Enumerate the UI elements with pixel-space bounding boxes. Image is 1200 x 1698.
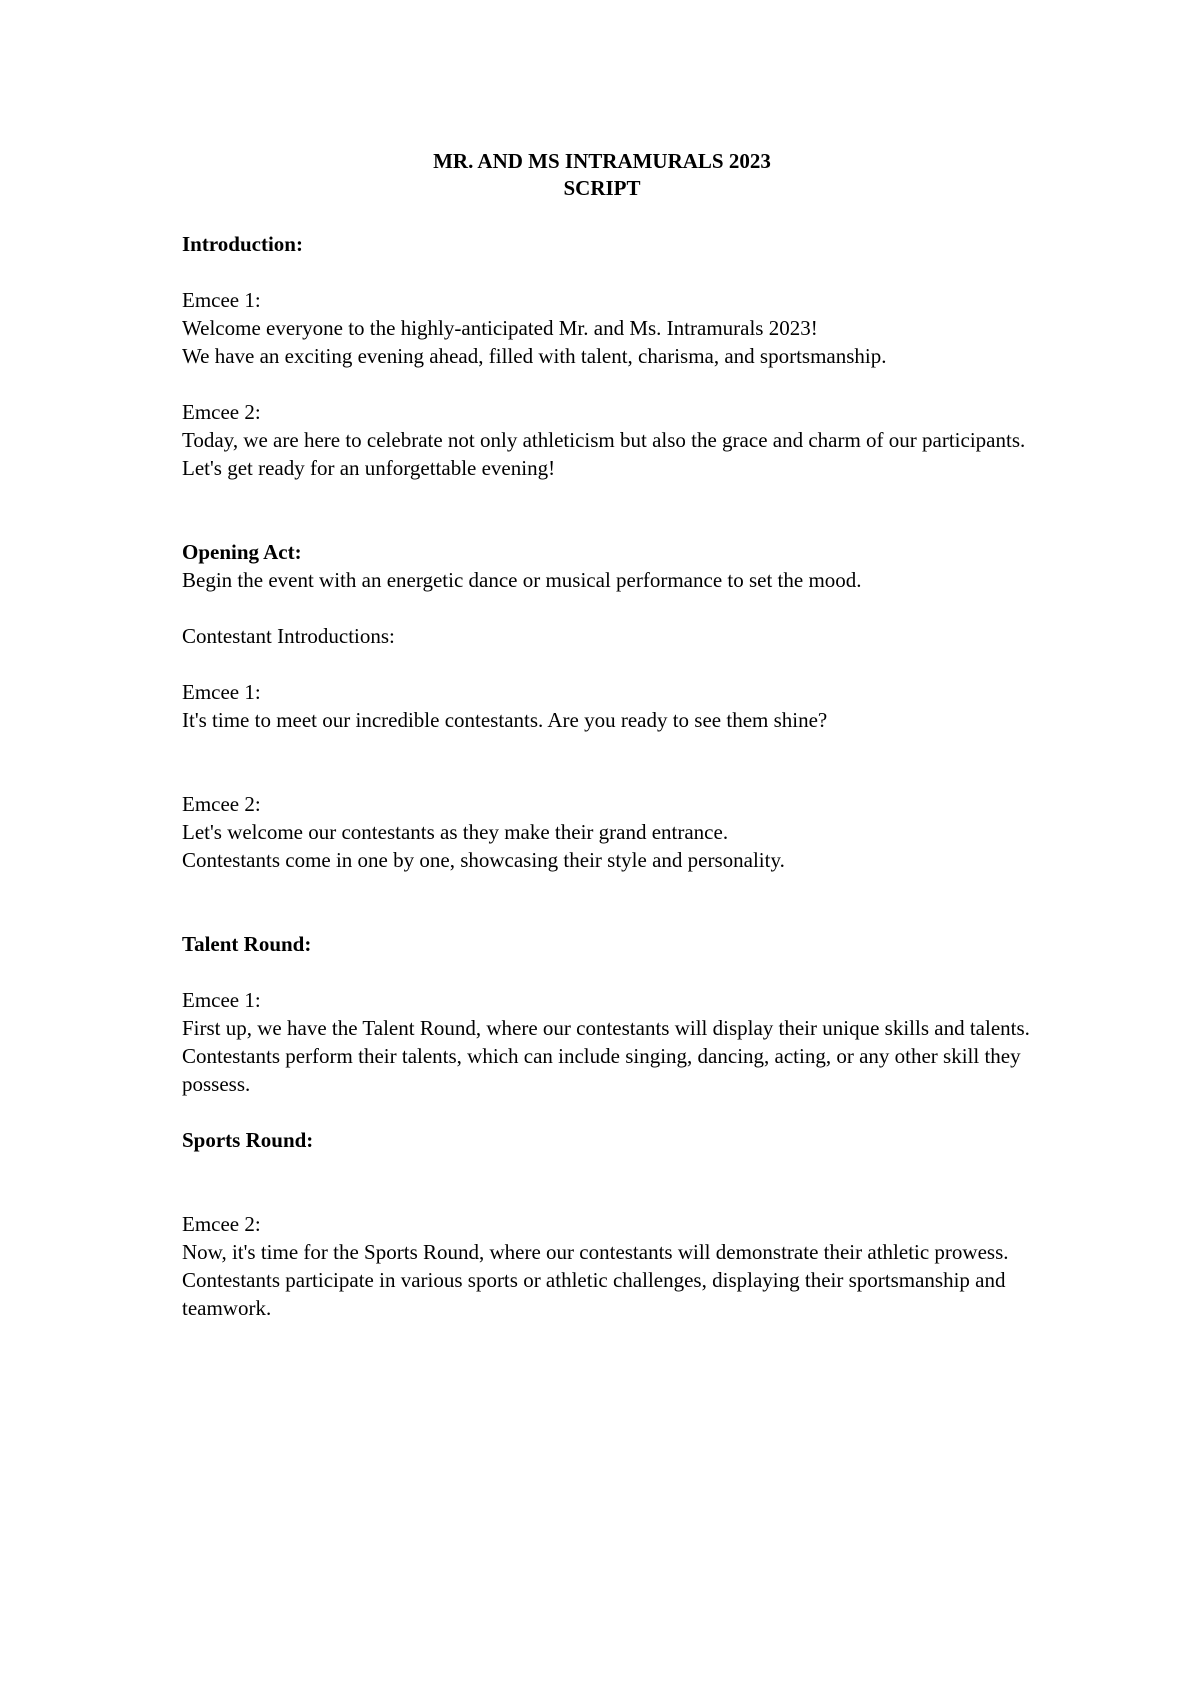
speaker-label: Emcee 2: (182, 792, 261, 816)
script-line: Contestants participate in various sports or athletic challenges, displaying their sportsmanship and teamwork. (182, 1268, 1006, 1320)
script-line: Contestants come in one by one, showcasing their style and personality. (182, 848, 785, 872)
section-talent-round (182, 930, 1032, 1098)
section-heading: Introduction: (182, 232, 303, 256)
document-title (182, 148, 1022, 202)
speaker-label: Emcee 1: (182, 988, 261, 1012)
script-line: Let's welcome our contestants as they make their grand entrance. (182, 820, 729, 844)
script-line: Begin the event with an energetic dance or musical performance to set the mood. (182, 568, 862, 592)
speaker-label: Emcee 2: (182, 400, 261, 424)
section-heading: Sports Round: (182, 1128, 314, 1152)
script-line: Contestants perform their talents, which can include singing, dancing, acting, or any other skill they possess. (182, 1044, 1021, 1096)
script-line: Today, we are here to celebrate not only athleticism but also the grace and charm of our participants. (182, 428, 1026, 452)
section-heading: Opening Act: (182, 540, 302, 564)
title-line-2: SCRIPT (563, 176, 641, 200)
script-line: It's time to meet our incredible contestants. Are you ready to see them shine? (182, 708, 828, 732)
document-body (182, 148, 1032, 1322)
section-heading: Talent Round: (182, 932, 312, 956)
subsection-label: Contestant Introductions: (182, 624, 395, 648)
script-line: First up, we have the Talent Round, where our contestants will display their unique skills and talents. (182, 1016, 1030, 1040)
section-introduction (182, 230, 1032, 482)
section-sports-round (182, 1126, 1032, 1322)
script-line: Let's get ready for an unforgettable evening! (182, 456, 556, 480)
speaker-label: Emcee 1: (182, 680, 261, 704)
script-line: Now, it's time for the Sports Round, where our contestants will demonstrate their athletic prowess. (182, 1240, 1009, 1264)
speaker-label: Emcee 1: (182, 288, 261, 312)
title-line-1: MR. AND MS INTRAMURALS 2023 (433, 149, 771, 173)
script-line: Welcome everyone to the highly-anticipated Mr. and Ms. Intramurals 2023! (182, 316, 818, 340)
section-opening-act (182, 538, 1032, 874)
script-line: We have an exciting evening ahead, filled with talent, charisma, and sportsmanship. (182, 344, 887, 368)
speaker-label: Emcee 2: (182, 1212, 261, 1236)
